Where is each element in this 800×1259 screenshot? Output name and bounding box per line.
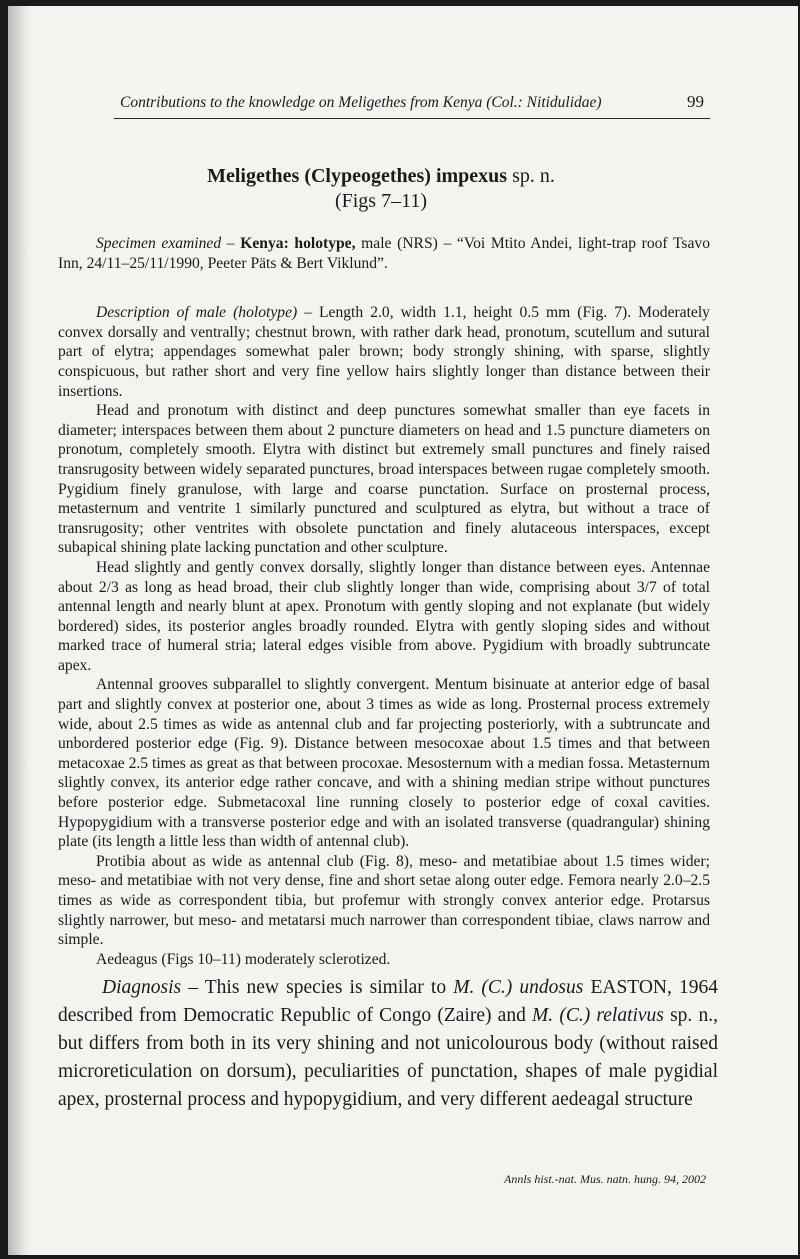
description-paragraph: Protibia about as wide as antennal club (Fig. 8), meso- and metatibiae about 1.5 times wider; meso- and metatibiae with not very dense, fine and short setae along outer edge. Femora nearly 2.0–2.5 times as wide as correspondent tibia, but profemur with strongly convex anterior edge. Protarsus slightly narrower, but meso- and metatarsi much narrower than correspondent tibiae, claws narrow and simple. <box>58 852 710 949</box>
description-paragraph: Head slightly and gently convex dorsally, slightly longer than distance between eyes. Antennae about 2/3 as long as head broad, their club slightly longer than wide, comprising about 3/7 of total antennal length and nearly blunt at apex. Pronotum with gently sloping and not explanate (but widely bordered) sides, its posterior angles broadly rounded. Elytra with gently sloping sides and without marked trace of humeral stria; lateral edges visible from above. Pygidium with broadly subtruncate apex. <box>58 558 710 674</box>
header-rule <box>114 118 710 119</box>
page <box>8 6 798 1255</box>
article-body <box>58 234 710 969</box>
diagnosis-text: sp. n., but differs from both in its very shining and not unicolourous body (without raised microreticulation on dorsum), peculiarities of punctation, shapes of male pygidial apex, prosternal process and hypopygidium, and very different aedeagal structure <box>58 1005 718 1110</box>
species-name: Meligethes (Clypeogethes) impexus <box>207 165 508 187</box>
dash: – <box>297 304 320 322</box>
species-title <box>58 164 704 189</box>
running-header <box>120 94 708 112</box>
specimen-holotype: holotype, <box>288 235 356 252</box>
dash: – <box>221 235 241 252</box>
specimen-paragraph <box>58 234 710 273</box>
page-number: 99 <box>687 92 704 111</box>
description-paragraph: Aedeagus (Figs 10–11) moderately sclerotized. <box>96 950 391 968</box>
diagnosis-label: Diagnosis <box>102 977 182 998</box>
diagnosis-section <box>58 974 718 1114</box>
diagnosis-text: This new species is similar to <box>204 977 454 998</box>
running-title: Contributions to the knowledge on Meligethes from Kenya (Col.: Nitidulidae) <box>120 94 602 111</box>
page-spine-shadow <box>8 6 30 1255</box>
description-paragraph: Head and pronotum with distinct and deep punctures somewhat smaller than eye facets in diameter; interspaces between them about 2 puncture diameters on head and 1.5 puncture diameters on pronotum, completely smooth. Elytra with distinct but extremely small punctures and finely raised transrugosity between widely separated punctures, broad interspaces between rugae completely smooth. Pygidium finely granulose, with large and coarse punctation. Surface on prosternal process, metasternum and ventrite 1 similarly punctured and sculptured as elytra, but without a trace of transrugosity; other ventrites with obsolete punctation and finely alutaceous interspaces, except subapical shining plate lacking punctation and other sculpture. <box>58 402 710 557</box>
specimen-country: Kenya: <box>240 235 289 252</box>
author-name: EASTON <box>583 977 668 998</box>
species-heading <box>58 164 704 214</box>
species-suffix: sp. n. <box>507 165 555 187</box>
species-ref: M. (C.) undosus <box>453 977 584 998</box>
diagnosis-text: , 1964 described from Democratic Republic of Congo (Zaire) and <box>58 977 718 1026</box>
description-text: Length 2.0, width 1.1, height 0.5 mm (Fig. 7). Moderately convex dorsally and ventrally; chestnut brown, with rather dark head, pronotum, scutellum and sutural part of elytra; appendages somewhat paler brown; body strongly shining, with sparse, slightly conspicuous, but rather short and very fine yellow hairs slightly longer than distance between their insertions. <box>58 304 710 400</box>
description-paragraph: Antennal grooves subparallel to slightly convergent. Mentum bisinuate at anterior edge of basal part and slightly convex at posterior one, about 3 times as wide as long. Prosternal process extremely wide, about 2.5 times as wide as antennal club and far projecting posteriorly, with a subtruncate and unbordered posterior edge (Fig. 9). Distance between mesocoxae about 1.5 times and that between metacoxae 2.5 times as great as that between procoxae. Mesosternum with a median fossa. Metasternum slightly convex, its anterior edge rather concave, and with a shining median stripe without punctures before posterior edge. Submetacoxal line running closely to posterior edge of coxal cavities. Hypopygidium with a transverse posterior edge and with an isolated transverse (quadrangular) shining plate (its length a little less than width of antennal club). <box>58 676 710 851</box>
specimen-label: Specimen examined <box>96 235 222 252</box>
dash: – <box>181 977 205 998</box>
journal-footer: Annls hist.-nat. Mus. natn. hung. 94, 2002 <box>503 1172 706 1186</box>
description-label: Description of male (holotype) <box>96 304 298 322</box>
species-figs: (Figs 7–11) <box>334 190 428 212</box>
specimen-text: male (NRS) – “Voi Mtito Andei, light-trap roof Tsavo Inn, 24/11–25/11/1990, Peeter Päts & Bert Viklund”. <box>58 235 710 272</box>
species-ref: M. (C.) relativus <box>532 1005 664 1026</box>
description-paragraph <box>58 303 710 401</box>
diagnosis-paragraph <box>58 974 718 1114</box>
